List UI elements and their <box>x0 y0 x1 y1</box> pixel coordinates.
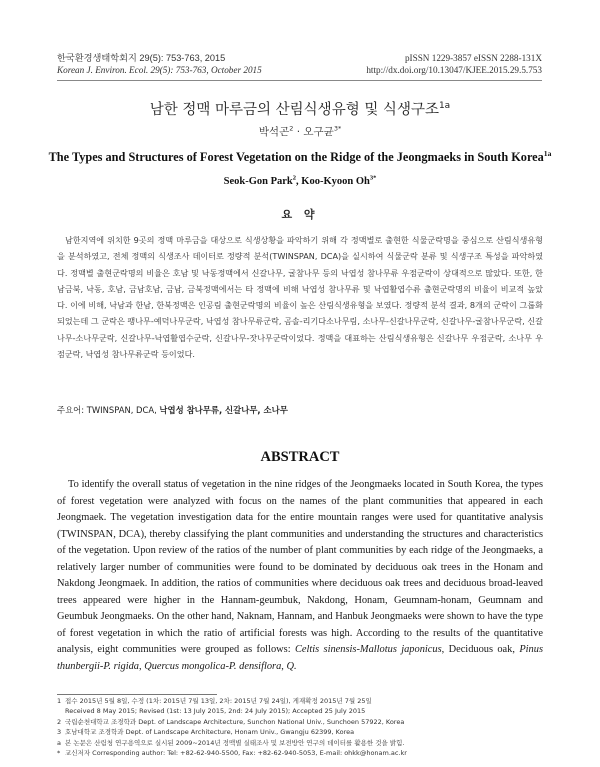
species-name: Celtis sinensis-Mallotus japonicus <box>294 644 442 655</box>
author-name: 오구균 <box>303 126 334 138</box>
footnote <box>57 717 543 727</box>
footnote-mark: a <box>57 738 61 747</box>
authors-korean <box>0 124 600 139</box>
author-name: 박석곤 <box>258 126 290 138</box>
footnote <box>57 727 543 737</box>
author-affiliation-mark: 2 <box>292 174 297 182</box>
author-affiliation-mark: 2 <box>289 124 294 133</box>
author-separator: · <box>293 126 304 138</box>
footnote-mark: 3 <box>57 728 62 737</box>
abstract-english <box>57 477 543 675</box>
header-divider <box>57 80 542 81</box>
footnote <box>57 738 543 748</box>
footnote-divider <box>57 694 217 695</box>
footnote-text: 접수 2015년 5월 8일, 수정 (1차: 2015년 7월 13일, 2차: 2015년 7월 24일), 게재확정 2015년 7월 25일 <box>65 697 372 705</box>
species-name: Pinus thunbergii-P. rigida <box>57 644 543 672</box>
abstract-korean: 남한지역에 위치한 9곳의 정맥 마루금을 대상으로 식생상황을 파악하기 위해 각 정맥별로 출현한 식물군락명을 중심으로 산림식생유형을 분석하였고, 전체 정맥의 식생조사 데이터로 정량적 분석(TWINSPAN, DCA)을 실시하여 식물군락 분류 및 식생구조 특성을 파악하였다. 정맥별 출현군락명의 비율은 호남 및 낙동정맥에서 신갈나무, 굴참나무 등의 낙엽성 참나무류 우점군락이 상대적으로 많았다. 또한, 한남금북, 낙동, 호남, 금남호남, 금남, 금북정맥에서는 타 정맥에 비해 낙엽성 참나무류 및 낙엽활엽수류 출현군락명의 비율이 비교적 높았다. 이에 비해, 낙남과 한남, 한북정맥은 인공림 출현군락명의 비율이 높은 산림식생유형을 보였다. 정량적 분석 결과, 8개의 군락이 그룹화되었는데 그 군락은 팽나무-예덕나무군락, 낙엽성 참나무류군락, 곰솔-리기다소나무림, 소나무-신갈나무군락, 신갈나무-굴참나무군락, 신갈나무-소나무군락, 신갈나무-낙엽활엽수군락, 신갈나무-잣나무군락이었다. 정맥을 대표하는 산림식생유형은 신갈나무 우점군락, 소나무 우점군락, 낙엽성 참나무류군락 등이었다. <box>57 235 543 360</box>
authors-english <box>0 176 600 187</box>
footnotes <box>57 696 543 758</box>
species-name: Quercus mongolica-P. densiflora <box>144 660 282 672</box>
footnote-text: 국립순천대학교 조경학과 Dept. of Landscape Architecture, Sunchon National Univ., Sunchoen 57922, Korea <box>65 717 405 726</box>
author-separator: , <box>296 176 302 187</box>
keywords-label: 주요어: <box>57 405 85 415</box>
title-korean: 남한 정맥 마루금의 산림식생유형 및 식생구조$^{1a}$ <box>149 101 451 118</box>
abstract-text: , <box>138 660 145 672</box>
abstract-text: , <box>281 660 287 672</box>
author-affiliation-mark: 3* <box>333 124 342 133</box>
journal-name-ko: 한국환경생태학회지 29(5): 753-763, 2015 <box>57 53 226 63</box>
footnote-text: 교신저자 Corresponding author: Tel: +82-62-940-5500, Fax: +82-62-940-5053, E-mail: ohkk@honam.ac.kr <box>65 749 407 758</box>
footnote <box>57 748 543 758</box>
footnote-text: Received 8 May 2015; Revised (1st: 13 July 2015, 2nd: 24 July 2015); Accepted 25 July 2015 <box>65 707 366 716</box>
author-name: Seok-Gon Park <box>223 176 293 187</box>
author-affiliation-mark: 3* <box>369 174 377 182</box>
footnote <box>57 696 543 706</box>
footnote-mark: 1 <box>57 697 62 705</box>
footnote-mark: * <box>57 749 61 758</box>
issn: pISSN 1229-3857 eISSN 2288-131X <box>404 53 542 63</box>
abstract-text: To identify the overall status of vegetation in the nine ridges of the Jeongmaeks located in South Korea, the types of forest vegetation were analyzed with focus on the names of the plant communities that appeared in each Jeongmaek. The vegetation investigation data for the entire mountain ranges were used for quantitative analysis (TWINSPAN, DCA), thereby classifying the plant communities and understanding the structures and characteristics of the vegetation. Upon review of the ratios of the number of plant communities by each ridge of the Jeongmaeks, a relatively larger number of communities were found to be dominated by deciduous oak trees in the Honam and Nakdong Jeongmaek. In addition, the ratios of communities where deciduous oak trees and deciduous broad-leaved trees appeared were higher in the Hannam-geumbuk, Nakdong, Honam, Geumnam-honam, Geumnam and Geumbuk Jeongmaeks. On the other hand, Naknam, Hannam, and Hanbuk Jeongmaeks were shown to have the type of forest vegetation in which the ratio of artificial forests was high. According to the results of the quantitative analysis, eight communities were grouped as follows: <box>57 479 543 655</box>
journal-citation <box>57 52 262 76</box>
species-name: Q. <box>286 660 297 672</box>
keywords-plain: TWINSPAN, DCA, <box>86 405 160 415</box>
footnote-text: 본 논문은 산림청 연구용역으로 실시된 2009~2014년 정맥별 실태조사 및 보전방안 연구의 데이터를 활용한 것을 밝힘. <box>65 738 405 747</box>
footnote <box>57 706 543 716</box>
abstract-text: , Deciduous oak, <box>441 644 520 655</box>
summary-heading-korean: 요 약 <box>281 208 319 221</box>
keywords <box>57 404 543 416</box>
footnote-text: 호남대학교 조경학과 Dept. of Landscape Architecture, Honam Univ., Gwangju 62399, Korea <box>65 728 355 737</box>
journal-name-en: Korean J. Environ. Ecol. 29(5): 753-763, October 2015 <box>57 65 262 75</box>
footnote-mark: 2 <box>57 717 62 726</box>
doi-link[interactable]: http://dx.doi.org/10.13047/KJEE.2015.29.5.753 <box>366 65 542 75</box>
abstract-heading: ABSTRACT <box>260 449 340 465</box>
author-name: Koo-Kyoon Oh <box>301 176 370 187</box>
keywords-bold: 낙엽성 참나무류, 신갈나무, 소나무 <box>159 405 288 415</box>
title-english: The Types and Structures of Forest Vegetation on the Ridge of the Jeongmaeks in South Korea$^{1a}$ <box>48 148 552 164</box>
journal-identifiers <box>366 52 542 76</box>
